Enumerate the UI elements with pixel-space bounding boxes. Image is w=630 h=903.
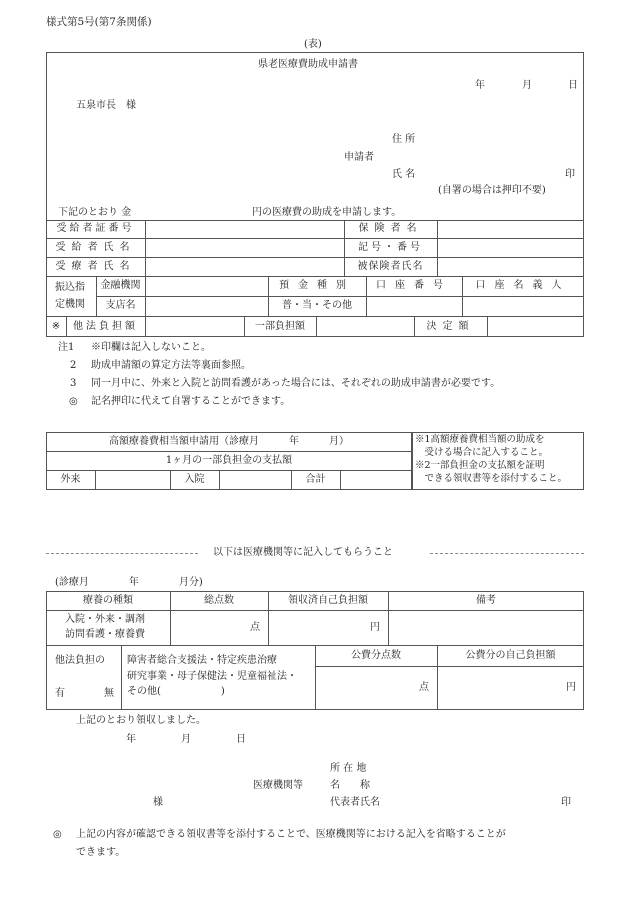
divider-right [430, 553, 584, 554]
date-day: 日 [568, 80, 578, 91]
applicant-address-label: 住 所 [392, 134, 416, 145]
other-law-laws-line-1: 障害者総合支援法・特定疾患治療 [127, 655, 277, 666]
high-cost-title: 高額療養費相当額申請用（診療月 年 月） [109, 435, 349, 447]
high-cost-note-2a: ※2一部負担金の支払額を証明 [415, 460, 545, 471]
note-2-num: 2 [70, 360, 77, 371]
yen-unit: 円 [370, 621, 380, 633]
received-amount-input[interactable] [268, 610, 388, 645]
total-label: 合計 [305, 474, 326, 485]
public-self-burden-input[interactable] [437, 666, 584, 710]
received-text: 上記のとおり領収しました。 [76, 715, 206, 726]
institution-input[interactable] [146, 277, 267, 295]
account-holder-label: 口座名義人 [475, 280, 571, 291]
total-points-input[interactable] [170, 610, 268, 645]
branch-input[interactable] [146, 297, 267, 315]
inpatient-label: 入院 [184, 474, 205, 485]
public-points-header: 公費分点数 [351, 649, 401, 661]
total-input[interactable] [341, 471, 411, 489]
outpatient-input[interactable] [96, 471, 169, 489]
insurer-name-label: 保険者名 [358, 223, 423, 234]
remarks-input[interactable] [389, 611, 583, 644]
divider-left [46, 553, 198, 554]
footer-note-line-2: できます。 [76, 847, 126, 858]
applicant-name-label: 氏 名 [392, 169, 416, 180]
high-cost-note-1a: ※1高額療養費相当額の助成を [415, 434, 545, 445]
treatment-line-1: 入院・外来・調剤 [65, 614, 145, 625]
points-unit: 点 [250, 621, 260, 633]
other-law-label: 他法負担の [55, 655, 105, 666]
deposit-type-options[interactable]: 普・当・その他 [282, 300, 352, 311]
divider-text: 以下は医療機関等に記入してもらうこと [213, 547, 393, 558]
branch-label: 支店名 [105, 300, 136, 311]
request-amount-input[interactable] [145, 204, 245, 220]
high-cost-note-1b: 受ける場合に記入すること。 [415, 447, 549, 458]
request-prefix: 下記のとおり 金 [58, 207, 132, 218]
institution-label: 金融機関 [100, 280, 141, 291]
recipient-cert-no-label: 受給者証番号 [56, 223, 135, 234]
decided-amount-label: 決定額 [426, 320, 475, 332]
date-month: 月 [522, 80, 532, 91]
request-suffix: 円の医療費の助成を申請します。 [252, 207, 402, 218]
note-1-text: ※印欄は記入しないこと。 [91, 342, 211, 353]
patient-name-label: 受療者氏名 [55, 260, 136, 272]
institution-group-label: 医療機関等 [253, 780, 303, 791]
receipt-month: 月 [181, 734, 191, 745]
applicant-seal: 印 [565, 169, 575, 180]
other-law-laws-line-3: その他( ) [127, 686, 225, 697]
insured-name-input[interactable] [438, 258, 583, 275]
deposit-type-label: 預金種別 [279, 280, 355, 291]
high-cost-subtitle: 1ヶ月の一部負担金の支払額 [165, 454, 293, 466]
recipient-name-label: 受給者氏名 [55, 241, 136, 253]
note-3-num: 3 [70, 378, 77, 389]
treatment-type-header: 療養の種類 [83, 594, 133, 606]
applicant-label: 申請者 [344, 152, 374, 163]
outpatient-label: 外来 [60, 474, 81, 485]
recipient-name-input[interactable] [146, 239, 343, 256]
treatment-line-2: 訪問看護・療養費 [65, 629, 145, 640]
other-law-laws-line-2: 研究事業・母子保健法・児童福祉法・ [127, 671, 297, 682]
partial-burden-label: 一部負担額 [255, 320, 305, 332]
seal-note: (自署の場合は押印不要) [438, 185, 546, 196]
receipt-day: 日 [236, 734, 246, 745]
bank-group-label-2: 定機関 [55, 299, 85, 310]
recipient-cert-no-input[interactable] [146, 221, 343, 237]
institution-name-label: 名 称 [330, 780, 370, 791]
addressee: 五泉市長 様 [76, 100, 136, 111]
footer-note-line-1: 上記の内容が確認できる領収書等を添付することで、医療機関等における記入を省略することが [76, 829, 506, 840]
public-yen-unit: 円 [566, 682, 576, 693]
account-number-label: 口座番号 [376, 280, 452, 291]
other-law-no[interactable]: 無 [104, 688, 114, 699]
symbol-number-label: 記号・番号 [358, 241, 423, 253]
footer-note-mark: ◎ [53, 829, 62, 840]
side-label: (表) [304, 39, 322, 50]
patient-name-input[interactable] [146, 258, 343, 275]
honorific: 様 [153, 797, 163, 808]
insured-name-label: 被保険者氏名 [357, 260, 424, 272]
note-2-text: 助成申請額の算定方法等裏面参照。 [91, 360, 251, 371]
representative-label: 代表者氏名 [330, 797, 380, 808]
account-number-input[interactable] [367, 297, 461, 315]
receipt-year: 年 [126, 734, 136, 745]
inpatient-input[interactable] [220, 471, 290, 489]
received-amount-header: 領収済自己負担額 [288, 594, 368, 606]
account-holder-input[interactable] [463, 297, 583, 315]
form-id: 様式第5号(第7条関係) [46, 16, 152, 28]
public-self-burden-header: 公費分の自己負担額 [465, 649, 556, 661]
note-1-num: 注1 [58, 342, 75, 353]
bank-group-label-1: 振込指 [55, 282, 85, 293]
institution-location-label: 所 在 地 [330, 763, 367, 774]
insurer-name-input[interactable] [438, 221, 583, 237]
note-3-text: 同一月中に、外来と入院と訪問看護があった場合には、それぞれの助成申請書が必要です。 [91, 378, 501, 389]
office-use-mark: ※ [51, 320, 61, 332]
institution-seal: 印 [561, 797, 571, 808]
note-4-num: ◎ [69, 396, 78, 407]
remarks-header: 備考 [476, 594, 496, 606]
public-points-unit: 点 [419, 682, 429, 693]
date-year: 年 [475, 80, 485, 91]
high-cost-note-2b: できる領収書等を添付すること。 [415, 473, 568, 484]
medical-month-label: (診療月 年 月分) [55, 577, 203, 588]
symbol-number-input[interactable] [438, 239, 583, 256]
form-title: 県老医療費助成申請書 [258, 59, 358, 70]
public-points-input[interactable] [315, 666, 437, 710]
note-4-text: 記名押印に代えて自署することができます。 [91, 396, 291, 407]
other-law-burden-label: 他法負担額 [73, 320, 138, 332]
total-points-header: 総点数 [204, 594, 234, 606]
other-law-yes[interactable]: 有 [55, 688, 65, 699]
